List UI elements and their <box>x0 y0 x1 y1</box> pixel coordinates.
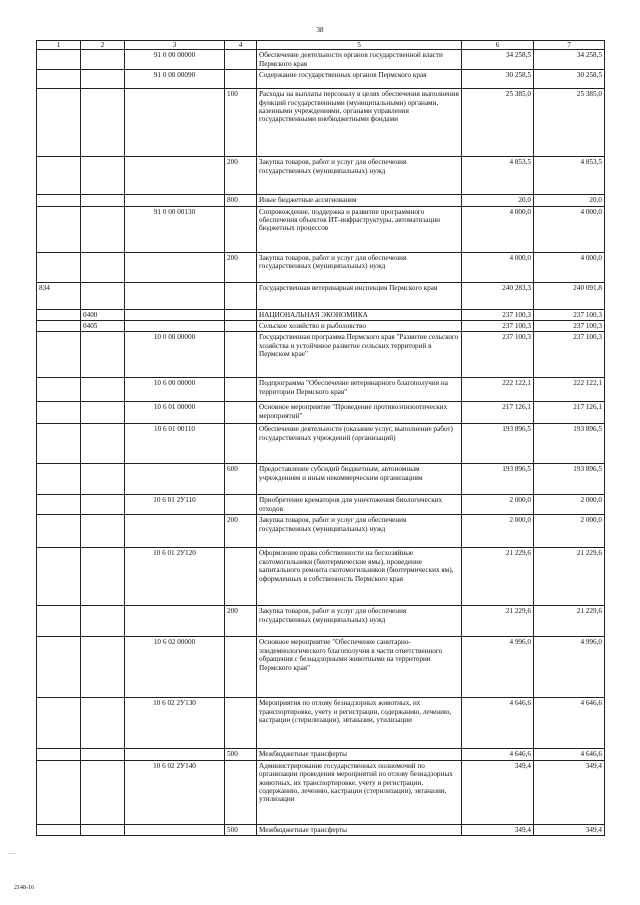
expense-type-code: 500 <box>225 824 257 835</box>
target-article-code <box>125 824 225 835</box>
subsection-code <box>81 548 125 606</box>
amount-col-6: 349,4 <box>462 824 534 835</box>
target-article-code <box>125 157 225 195</box>
amount-col-7: 4 000,0 <box>534 206 605 252</box>
amount-col-7: 237 100,3 <box>534 309 605 320</box>
table-row <box>37 309 605 320</box>
amount-col-7: 4 996,0 <box>534 637 605 698</box>
amount-col-7: 25 385,0 <box>534 89 605 157</box>
amount-col-6: 4 000,0 <box>462 206 534 252</box>
amount-col-7: 21 229,6 <box>534 606 605 637</box>
footer-code: 2148-16 <box>14 885 34 891</box>
subsection-code <box>81 195 125 206</box>
subsection-code <box>81 698 125 749</box>
amount-col-6: 237 100,3 <box>462 321 534 332</box>
amount-col-7: 20,0 <box>534 195 605 206</box>
table-row <box>37 698 605 749</box>
expense-type-code <box>225 282 257 309</box>
row-description: Иные бюджетные ассигнования <box>257 195 462 206</box>
target-article-code <box>125 195 225 206</box>
page-number: 38 <box>316 26 324 34</box>
section-code <box>37 824 81 835</box>
amount-col-6: 237 100,3 <box>462 309 534 320</box>
amount-col-7: 4 646,6 <box>534 749 605 760</box>
subsection-code <box>81 515 125 548</box>
section-code <box>37 309 81 320</box>
expense-type-code: 200 <box>225 606 257 637</box>
subsection-code <box>81 824 125 835</box>
amount-col-7: 34 258,5 <box>534 50 605 70</box>
amount-col-7: 217 126,1 <box>534 402 605 424</box>
section-code: 834 <box>37 282 81 309</box>
table-row <box>37 282 605 309</box>
row-description: Обеспечение деятельности (оказание услуг, выполнение работ) государственных учреждений (организаций) <box>257 424 462 464</box>
target-article-code: 10 6 00 00000 <box>125 378 225 402</box>
budget-table <box>36 40 605 836</box>
amount-col-6: 193 896,5 <box>462 424 534 464</box>
target-article-code <box>125 282 225 309</box>
subsection-code <box>81 332 125 378</box>
row-description: Приобретение крематоров для уничтожения биологических отходов <box>257 495 462 515</box>
subsection-code: 0400 <box>81 309 125 320</box>
row-description: Подпрограмма "Обеспечение ветеринарного благополучия на территории Пермского края" <box>257 378 462 402</box>
row-description: Оформление права собственности на бесхозяйные скотомогильники (биотермические ямы), проведение капитального ремонта скотомогильников (биотермических ям), оформленных в собственность Пермского края <box>257 548 462 606</box>
target-article-code: 10 6 02 00000 <box>125 637 225 698</box>
target-article-code <box>125 464 225 495</box>
expense-type-code: 500 <box>225 749 257 760</box>
subsection-code <box>81 637 125 698</box>
expense-type-code <box>225 698 257 749</box>
row-description: Межбюджетные трансферты <box>257 824 462 835</box>
subsection-code <box>81 760 125 824</box>
row-description: Мероприятия по отлову безнадзорных животных, их транспортировке, учету и регистрации, содержанию, лечению, кастрации (стерилизации), эвтаназии, утилизации <box>257 698 462 749</box>
subsection-code <box>81 495 125 515</box>
row-description: Обеспечение деятельности органов государственной власти Пермского края <box>257 50 462 70</box>
target-article-code: 10 6 01 00000 <box>125 402 225 424</box>
amount-col-6: 20,0 <box>462 195 534 206</box>
section-code <box>37 321 81 332</box>
target-article-code <box>125 515 225 548</box>
expense-type-code <box>225 548 257 606</box>
section-code <box>37 50 81 70</box>
table-row <box>37 402 605 424</box>
target-article-code: 10 0 00 00000 <box>125 332 225 378</box>
row-description: Администрирование государственных полномочий по организации проведения мероприятий по отлову безнадзорных животных, их транспортировке, учету и регистрации, содержанию, лечению, кастрации (стерилизации), эвтаназии, утилизации <box>257 760 462 824</box>
amount-col-6: 2 000,0 <box>462 515 534 548</box>
subsection-code <box>81 282 125 309</box>
table-row <box>37 157 605 195</box>
row-description: Закупка товаров, работ и услуг для обеспечения государственных (муниципальных) нужд <box>257 252 462 282</box>
subsection-code <box>81 206 125 252</box>
target-article-code <box>125 89 225 157</box>
amount-col-7: 240 091,8 <box>534 282 605 309</box>
amount-col-7: 349,4 <box>534 760 605 824</box>
row-description: Государственная программа Пермского края "Развитие сельского хозяйства и устойчивое развитие сельских территорий в Пермском крае" <box>257 332 462 378</box>
amount-col-7: 4 000,0 <box>534 252 605 282</box>
amount-col-7: 4 646,6 <box>534 698 605 749</box>
row-description: Основное мероприятие "Обеспечение санитарно-эпидемиологического благополучия в части ответственного обращения с безнадзорными животными на территории Пермского края" <box>257 637 462 698</box>
amount-col-6: 193 896,5 <box>462 464 534 495</box>
column-header: 5 <box>257 41 462 50</box>
target-article-code <box>125 252 225 282</box>
section-code <box>37 515 81 548</box>
target-article-code: 91 0 00 00090 <box>125 70 225 89</box>
column-header: 1 <box>37 41 81 50</box>
amount-col-7: 237 100,3 <box>534 332 605 378</box>
table-row <box>37 495 605 515</box>
table-row <box>37 206 605 252</box>
amount-col-7: 2 000,0 <box>534 515 605 548</box>
table-row <box>37 606 605 637</box>
section-code <box>37 424 81 464</box>
expense-type-code: 200 <box>225 157 257 195</box>
expense-type-code <box>225 402 257 424</box>
target-article-code: 10 6 01 00110 <box>125 424 225 464</box>
amount-col-6: 4 646,6 <box>462 698 534 749</box>
subsection-code <box>81 252 125 282</box>
expense-type-code <box>225 206 257 252</box>
table-header-row <box>37 41 605 50</box>
expense-type-code <box>225 70 257 89</box>
section-code <box>37 89 81 157</box>
amount-col-7: 222 122,1 <box>534 378 605 402</box>
expense-type-code: 100 <box>225 89 257 157</box>
column-header: 6 <box>462 41 534 50</box>
amount-col-6: 21 229,6 <box>462 548 534 606</box>
expense-type-code <box>225 332 257 378</box>
subsection-code <box>81 464 125 495</box>
target-article-code <box>125 321 225 332</box>
subsection-code <box>81 50 125 70</box>
amount-col-7: 2 000,0 <box>534 495 605 515</box>
amount-col-6: 21 229,6 <box>462 606 534 637</box>
target-article-code <box>125 749 225 760</box>
section-code <box>37 698 81 749</box>
section-code <box>37 548 81 606</box>
table-row <box>37 378 605 402</box>
amount-col-7: 193 896,5 <box>534 464 605 495</box>
amount-col-7: 237 100,3 <box>534 321 605 332</box>
column-header: 4 <box>225 41 257 50</box>
row-description: НАЦИОНАЛЬНАЯ ЭКОНОМИКА <box>257 309 462 320</box>
table-body <box>37 50 605 836</box>
column-header: 3 <box>125 41 225 50</box>
table-row <box>37 464 605 495</box>
row-description: Государственная ветеринарная инспекция Пермского края <box>257 282 462 309</box>
subsection-code <box>81 749 125 760</box>
table-row <box>37 195 605 206</box>
section-code <box>37 332 81 378</box>
table-row <box>37 70 605 89</box>
amount-col-6: 222 122,1 <box>462 378 534 402</box>
section-code <box>37 252 81 282</box>
amount-col-6: 240 283,3 <box>462 282 534 309</box>
amount-col-6: 30 258,5 <box>462 70 534 89</box>
column-header: 2 <box>81 41 125 50</box>
expense-type-code <box>225 321 257 332</box>
subsection-code <box>81 70 125 89</box>
amount-col-6: 349,4 <box>462 760 534 824</box>
target-article-code <box>125 606 225 637</box>
amount-col-7: 349,4 <box>534 824 605 835</box>
subsection-code <box>81 402 125 424</box>
row-description: Сопровождение, поддержка и развитие программного обеспечения объектов ИТ-инфраструктуры, автоматизации бюджетных процессов <box>257 206 462 252</box>
expense-type-code: 800 <box>225 195 257 206</box>
section-code <box>37 464 81 495</box>
row-description: Основное мероприятие "Проведение противоэпизоотических мероприятий" <box>257 402 462 424</box>
row-description: Расходы на выплаты персоналу в целях обеспечения выполнения функций государственными (муниципальными) органами, казенными учреждениями, органами управления государственными внебюджетными фондами <box>257 89 462 157</box>
amount-col-6: 34 258,5 <box>462 50 534 70</box>
table-row <box>37 824 605 835</box>
target-article-code: 91 0 00 00000 <box>125 50 225 70</box>
row-description: Межбюджетные трансферты <box>257 749 462 760</box>
section-code <box>37 157 81 195</box>
expense-type-code: 200 <box>225 515 257 548</box>
target-article-code <box>125 309 225 320</box>
table-row <box>37 424 605 464</box>
row-description: Закупка товаров, работ и услуг для обеспечения государственных (муниципальных) нужд <box>257 157 462 195</box>
table-row <box>37 637 605 698</box>
section-code <box>37 195 81 206</box>
amount-col-6: 4 996,0 <box>462 637 534 698</box>
expense-type-code <box>225 309 257 320</box>
amount-col-7: 4 853,5 <box>534 157 605 195</box>
section-code <box>37 606 81 637</box>
table-row <box>37 50 605 70</box>
target-article-code: 10 6 01 2У120 <box>125 548 225 606</box>
expense-type-code <box>225 760 257 824</box>
table-row <box>37 515 605 548</box>
table-row <box>37 749 605 760</box>
table-row <box>37 252 605 282</box>
section-code <box>37 70 81 89</box>
expense-type-code <box>225 50 257 70</box>
row-description: Сельское хозяйство и рыболовство <box>257 321 462 332</box>
table-row <box>37 321 605 332</box>
amount-col-6: 217 126,1 <box>462 402 534 424</box>
section-code <box>37 495 81 515</box>
section-code <box>37 749 81 760</box>
target-article-code: 10 6 02 2У130 <box>125 698 225 749</box>
expense-type-code: 200 <box>225 252 257 282</box>
amount-col-6: 25 385,0 <box>462 89 534 157</box>
amount-col-6: 2 000,0 <box>462 495 534 515</box>
section-code <box>37 378 81 402</box>
target-article-code: 10 6 02 2У140 <box>125 760 225 824</box>
amount-col-6: 237 100,3 <box>462 332 534 378</box>
amount-col-6: 4 853,5 <box>462 157 534 195</box>
subsection-code <box>81 424 125 464</box>
target-article-code: 10 6 01 2У110 <box>125 495 225 515</box>
table-row <box>37 332 605 378</box>
subsection-code: 0405 <box>81 321 125 332</box>
expense-type-code <box>225 378 257 402</box>
amount-col-7: 193 896,5 <box>534 424 605 464</box>
subsection-code <box>81 606 125 637</box>
expense-type-code: 600 <box>225 464 257 495</box>
expense-type-code <box>225 424 257 464</box>
scan-mark: ..... <box>8 850 16 856</box>
row-description: Содержание государственных органов Пермского края <box>257 70 462 89</box>
section-code <box>37 637 81 698</box>
expense-type-code <box>225 495 257 515</box>
expense-type-code <box>225 637 257 698</box>
row-description: Закупка товаров, работ и услуг для обеспечения государственных (муниципальных) нужд <box>257 515 462 548</box>
column-header: 7 <box>534 41 605 50</box>
amount-col-7: 21 229,6 <box>534 548 605 606</box>
target-article-code: 91 0 00 00130 <box>125 206 225 252</box>
section-code <box>37 402 81 424</box>
table-row <box>37 89 605 157</box>
amount-col-7: 30 258,5 <box>534 70 605 89</box>
table-row <box>37 548 605 606</box>
amount-col-6: 4 000,0 <box>462 252 534 282</box>
row-description: Предоставление субсидий бюджетным, автономным учреждениям и иным некоммерческим организациям <box>257 464 462 495</box>
row-description: Закупка товаров, работ и услуг для обеспечения государственных (муниципальных) нужд <box>257 606 462 637</box>
section-code <box>37 760 81 824</box>
subsection-code <box>81 157 125 195</box>
table-row <box>37 760 605 824</box>
subsection-code <box>81 378 125 402</box>
amount-col-6: 4 646,6 <box>462 749 534 760</box>
section-code <box>37 206 81 252</box>
subsection-code <box>81 89 125 157</box>
